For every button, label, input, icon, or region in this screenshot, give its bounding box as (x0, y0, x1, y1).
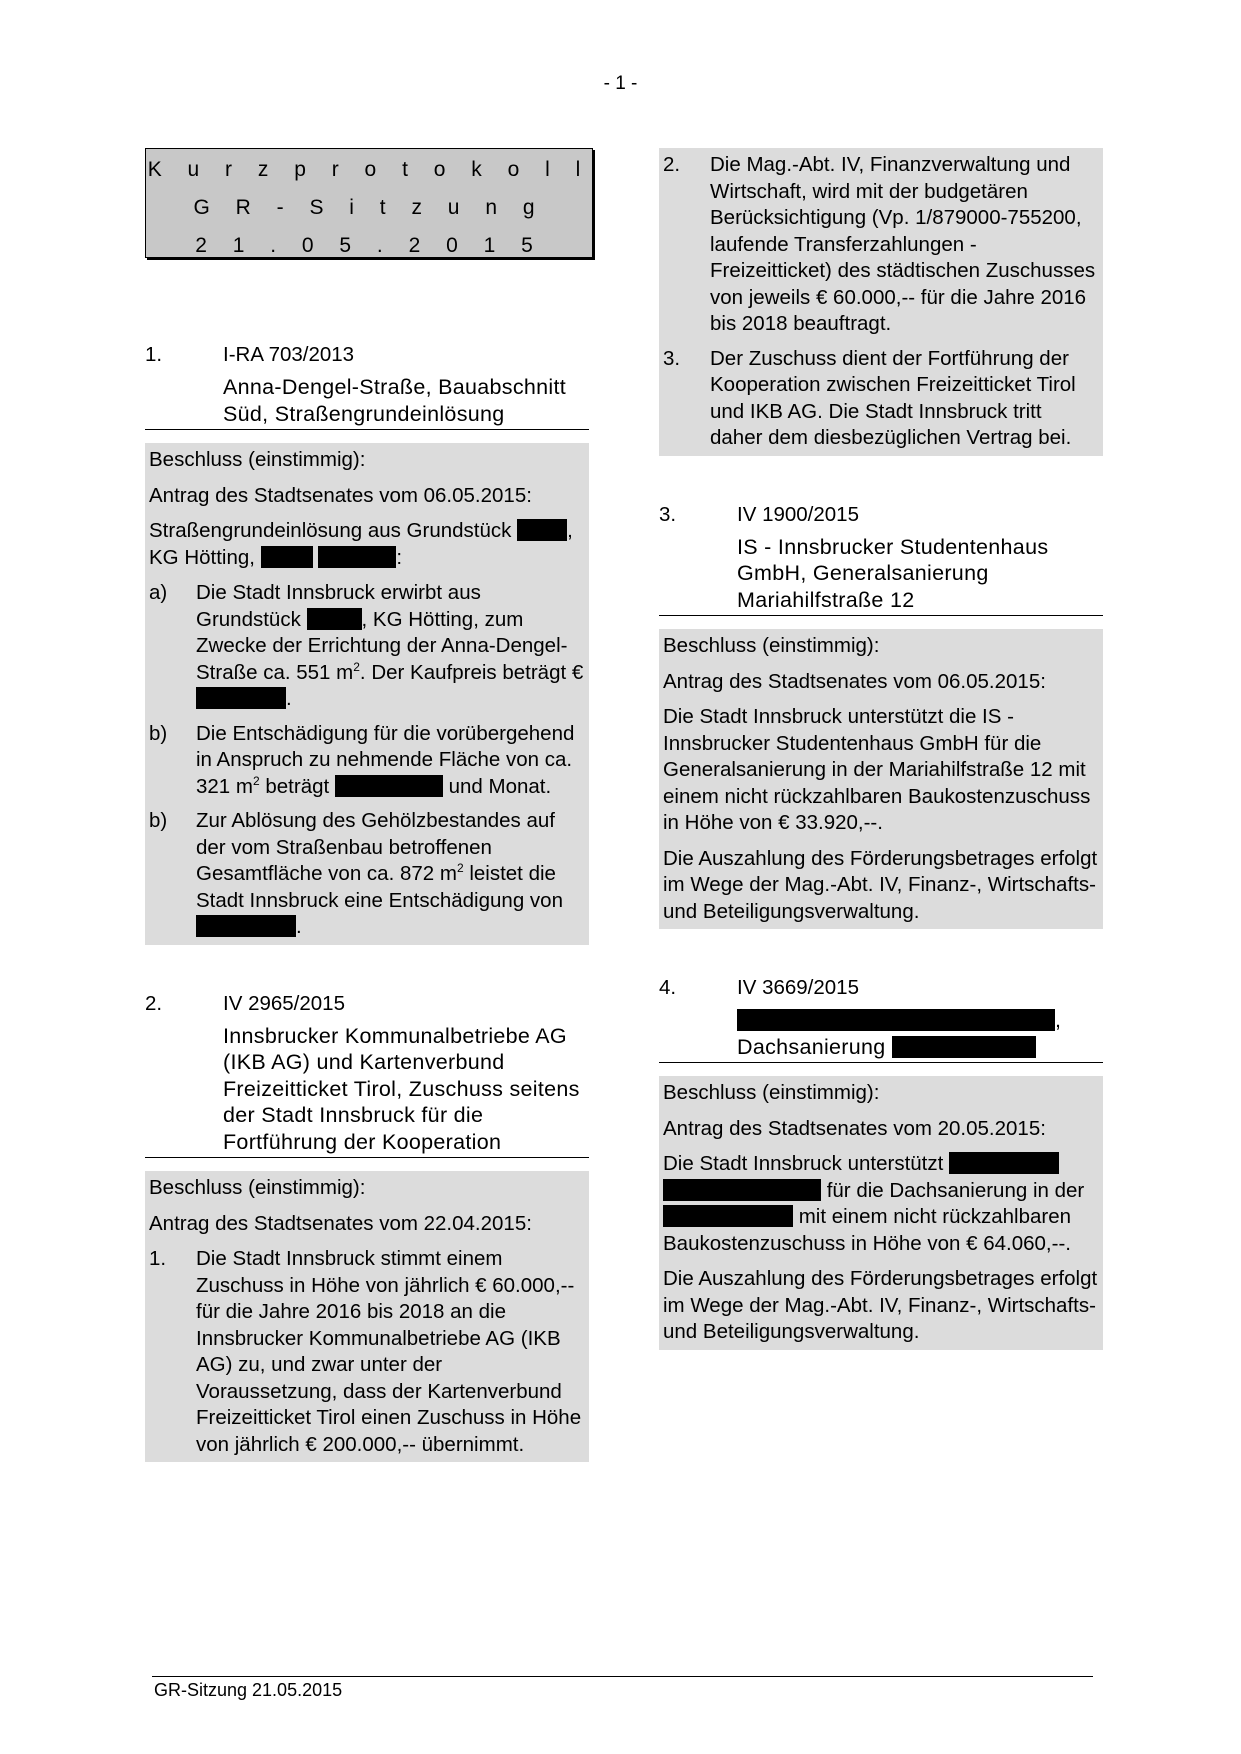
right-column (659, 148, 1103, 1350)
item-4-resolution (659, 1076, 1103, 1350)
redaction (892, 1036, 1036, 1058)
item-3-paragraph-1: Die Stadt Innsbruck unterstützt die IS - Innsbrucker Studentenhaus GmbH für die Generalsanierung in der Mariahilfstraße 12 mit einem nicht rückzahlbaren Baukostenzuschuss in Höhe von € 33.920,--. (663, 705, 1091, 834)
item-4-divider (659, 1062, 1103, 1063)
item-1-antrag: Antrag des Stadtsenates vom 06.05.2015: (149, 483, 532, 507)
item-3-divider (659, 615, 1103, 616)
redaction (196, 687, 286, 709)
item-1-header (145, 342, 589, 368)
agenda-item-3 (659, 502, 1103, 930)
item-2-resolution-part-1 (145, 1171, 589, 1462)
item-2-point-1: 1. Die Stadt Innsbruck stimmt einem Zuschuss in Höhe von jährlich € 60.000,-- für die Jahre 2016 bis 2018 an die Innsbrucker Kommunalbetriebe AG (IKB AG) zu, und zwar unter der Voraussetzung, dass der Kartenverbund Freizeitticket Tirol einen Zuschuss in Höhe von jährlich € 200.000,-- übernimmt. (149, 1247, 582, 1456)
title-line-3: 2 1 . 0 5 . 2 0 1 5 (195, 234, 543, 257)
item-2-number: 2. (145, 991, 163, 1015)
item-4-paragraph-2: Die Auszahlung des Förderungsbetrages erfolgt im Wege der Mag.-Abt. IV, Finanz-, Wirtschafts- und Beteiligungsverwaltung. (663, 1267, 1098, 1343)
title-line-2: G R - S i t z u n g (193, 196, 545, 219)
item-1-beschluss: Beschluss (einstimmig): (149, 448, 366, 471)
redaction (663, 1179, 821, 1201)
redaction (307, 608, 362, 630)
redaction (335, 775, 443, 797)
footer: GR-Sitzung 21.05.2015 (154, 1680, 343, 1700)
item-3-resolution (659, 629, 1103, 929)
page-number: - 1 - (603, 73, 638, 94)
item-4-reference: IV 3669/2015 (737, 976, 859, 999)
redaction (949, 1152, 1059, 1174)
redaction (737, 1009, 1055, 1031)
item-2-divider (145, 1157, 589, 1158)
item-2-point-2: 2. Die Mag.-Abt. IV, Finanzverwaltung und Wirtschaft, wird mit der budgetären Berücksichtigung (Vp. 1/879000-755200, laufende Transferzahlungen - Freizeitticket) des städtischen Zuschusses von jeweils € 60.000,-- für die Jahre 2016 bis 2018 beauftragt. (663, 153, 1096, 335)
redaction (318, 546, 396, 568)
item-3-antrag: Antrag des Stadtsenates vom 06.05.2015: (663, 669, 1046, 693)
item-1-number: 1. (145, 343, 163, 366)
item-3-beschluss: Beschluss (einstimmig): (663, 634, 880, 657)
item-2-header (145, 991, 589, 1017)
item-2-point-3: 3. Der Zuschuss dient der Fortführung der Kooperation zwischen Freizeitticket Tirol und IKB AG. Die Stadt Innsbruck tritt daher dem diesbezüglichen Vertrag bei. (663, 346, 1076, 449)
item-4-beschluss: Beschluss (einstimmig): (663, 1081, 880, 1104)
redaction (261, 546, 313, 568)
redaction (196, 915, 296, 937)
item-4-paragraph-1: Die Stadt Innsbruck unterstützt für die Dachsanierung in der mit einem nicht rückzahlbaren Baukostenzuschuss in Höhe von € 64.060,--. (663, 1152, 1085, 1255)
item-2-subject: Innsbrucker Kommunalbetriebe AG (IKB AG) und Kartenverbund Freizeitticket Tirol, Zuschuss seitens der Stadt Innsbruck für die Fortführung der Kooperation (223, 1023, 580, 1154)
item-4-number: 4. (659, 976, 677, 999)
redaction (663, 1205, 793, 1227)
item-3-paragraph-2: Die Auszahlung des Förderungsbetrages erfolgt im Wege der Mag.-Abt. IV, Finanz-, Wirtschafts- und Beteiligungsverwaltung. (663, 846, 1098, 923)
item-4-antrag: Antrag des Stadtsenates vom 20.05.2015: (663, 1116, 1046, 1140)
item-1-divider (145, 429, 589, 430)
item-1-point-a: a) Die Stadt Innsbruck erwirbt aus Grundstück , KG Hötting, zum Zwecke der Errichtung der Anna-Dengel-Straße ca. 551 $m^2$. Der Kaufpreis beträgt € . (149, 581, 584, 710)
item-2-antrag: Antrag des Stadtsenates vom 22.04.2015: (149, 1211, 532, 1235)
item-3-subject: IS - Innsbrucker Studentenhaus GmbH, Generalsanierung Mariahilfstraße 12 (737, 534, 1049, 612)
item-1-point-b: b) Die Entschädigung für die vorübergehend in Anspruch zu nehmende Fläche von ca. 321 $m^2$ beträgt und Monat. (149, 721, 575, 798)
item-1-intro: Straßengrundeinlösung aus Grundstück , KG Hötting, : (149, 519, 573, 569)
agenda-item-4 (659, 975, 1103, 1350)
item-2-resolution-part-2 (659, 148, 1103, 456)
item-2-beschluss: Beschluss (einstimmig): (149, 1176, 366, 1199)
title-line-1: K u r z p r o t o k o l l (147, 158, 591, 181)
item-1-reference: I-RA 703/2013 (223, 343, 355, 366)
item-3-header (659, 502, 1103, 528)
title-box (145, 148, 593, 258)
item-2-reference: IV 2965/2015 (223, 991, 345, 1015)
item-4-subject: , Dachsanierung (737, 1008, 1062, 1059)
agenda-item-2 (145, 991, 589, 1463)
item-1-point-c: b) Zur Ablösung des Gehölzbestandes auf der vom Straßenbau betroffenen Gesamtfläche von ca. 872 $m^2$ leistet die Stadt Innsbruck eine Entschädigung von . (149, 809, 563, 938)
item-3-number: 3. (659, 502, 677, 526)
item-3-reference: IV 1900/2015 (737, 502, 859, 526)
item-1-resolution (145, 443, 589, 945)
item-4-header (659, 975, 1103, 1001)
item-1-subject: Anna-Dengel-Straße, Bauabschnitt Süd, Straßengrundeinlösung (223, 375, 567, 426)
left-column (145, 148, 589, 1462)
redaction (517, 519, 567, 541)
agenda-item-1 (145, 342, 589, 945)
footer-divider (152, 1676, 1093, 1677)
